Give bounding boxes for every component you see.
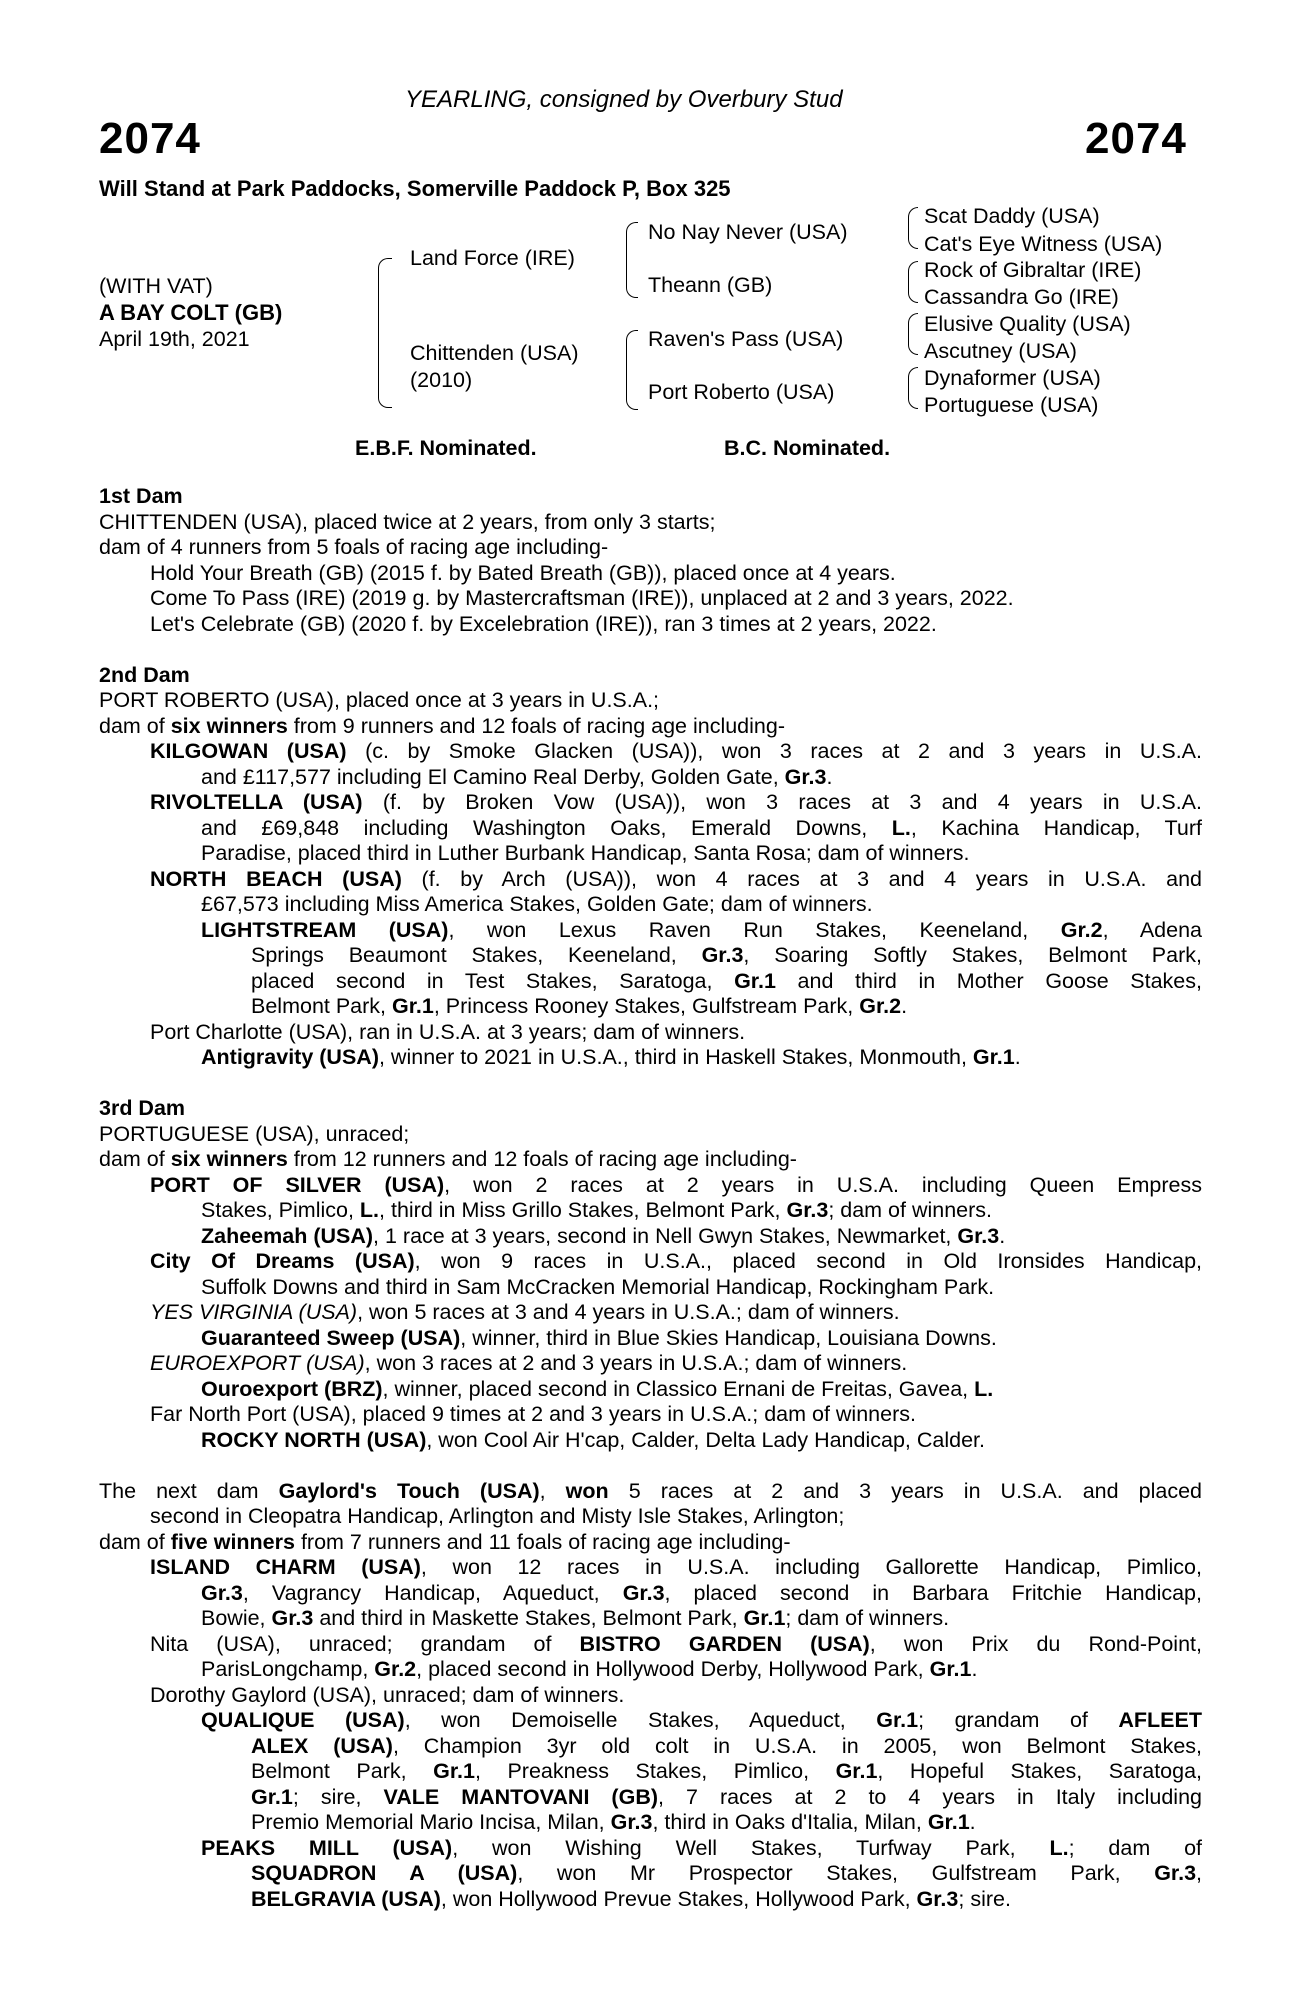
horse-name: A BAY COLT (GB) [99,300,283,325]
third-dam-grandproduce: Ouroexport (BRZ), winner, placed second in Classico Ernani de Freitas, Gavea, L. [201,1376,994,1401]
fourth-dam-grandproduce: QUALIQUE (USA), won Demoiselle Stakes, Aqueduct, Gr.1; grandam of AFLEET [201,1708,1202,1732]
third-dam-grandproduce: Zaheemah (USA), 1 race at 3 years, second in Nell Gwyn Stakes, Newmarket, Gr.3. [201,1223,1006,1248]
third-dam-grandproduce: Guaranteed Sweep (USA), winner, third in Blue Skies Handicap, Louisiana Downs. [201,1325,997,1350]
pedigree-dam-sire: Raven's Pass (USA) [648,327,844,351]
fourth-dam-produce: ISLAND CHARM (USA), won 12 races in U.S.A. including Gallorette Handicap, Pimlico, [150,1555,1202,1579]
pedigree-sire: Land Force (IRE) [410,246,575,270]
pedigree-brace-sire [626,222,638,298]
fourth-dam-grandproduce: PEAKS MILL (USA), won Wishing Well Stakes, Turfway Park, L.; dam of [201,1835,1202,1860]
second-dam-grandproduce: Springs Beaumont Stakes, Keeneland, Gr.3, Soaring Softly Stakes, Belmont Park, [251,943,1202,967]
consigned-by: YEARLING, consigned by Overbury Stud [405,86,843,113]
ebf-nomination: E.B.F. Nominated. [355,436,537,460]
pedigree-brace-ss [908,207,918,249]
second-dam-produce: KILGOWAN (USA) (c. by Smoke Glacken (USA)), won 3 races at 2 and 3 years in U.S.A. [150,739,1202,763]
pedigree-sire-dam: Theann (GB) [648,273,773,297]
fourth-dam-grandproduce: ALEX (USA), Champion 3yr old colt in U.S.A. in 2005, won Belmont Stakes, [251,1733,1202,1758]
pedigree-sss: Scat Daddy (USA) [924,204,1100,228]
fourth-dam-produce: Bowie, Gr.3 and third in Maskette Stakes, Belmont Park, Gr.1; dam of winners. [201,1606,950,1630]
fourth-dam-grandproduce: BELGRAVIA (USA), won Hollywood Prevue Stakes, Hollywood Park, Gr.3; sire. [251,1886,1011,1911]
pedigree-brace-main [378,258,392,408]
first-dam-line: CHITTENDEN (USA), placed twice at 2 years, from only 3 starts; [99,509,716,534]
fourth-dam-grandproduce: Gr.1; sire, VALE MANTOVANI (GB), 7 races at 2 to 4 years in Italy including [251,1784,1202,1809]
pedigree-dam-year: (2010) [410,368,473,392]
third-dam-produce: City Of Dreams (USA), won 9 races in U.S.A., placed second in Old Ironsides Handicap, [150,1249,1202,1273]
pedigree-sds: Rock of Gibraltar (IRE) [924,258,1142,282]
first-dam-heading: 1st Dam [99,484,183,508]
fourth-dam-produce: Dorothy Gaylord (USA), unraced; dam of winners. [150,1682,625,1707]
pedigree-brace-sd [908,261,918,303]
fourth-dam-grandproduce: Premio Memorial Mario Incisa, Milan, Gr.3, third in Oaks d'Italia, Milan, Gr.1. [251,1810,976,1834]
second-dam-grandproduce: placed second in Test Stakes, Saratoga, Gr.1 and third in Mother Goose Stakes, [251,968,1202,993]
pedigree-dam: Chittenden (USA) [410,341,579,365]
second-dam-produce: RIVOLTELLA (USA) (f. by Broken Vow (USA)), won 3 races at 3 and 4 years in U.S.A. [150,790,1202,814]
second-dam-produce: and £117,577 including El Camino Real Derby, Golden Gate, Gr.3. [201,764,833,789]
pedigree-sdd: Cassandra Go (IRE) [924,285,1119,309]
third-dam-line: PORTUGUESE (USA), unraced; [99,1121,410,1146]
pedigree-sire-sire: No Nay Never (USA) [648,220,848,244]
fourth-dam-line: The next dam Gaylord's Touch (USA), won 5 races at 2 and 3 years in U.S.A. and placed [99,1478,1202,1503]
pedigree-dss: Elusive Quality (USA) [924,312,1131,336]
vat-note: (WITH VAT) [99,274,213,298]
pedigree-ddd: Portuguese (USA) [924,393,1099,417]
pedigree-dam-dam: Port Roberto (USA) [648,380,835,404]
stand-location: Will Stand at Park Paddocks, Somerville Paddock P, Box 325 [99,176,731,201]
fourth-dam-produce: ParisLongchamp, Gr.2, placed second in Hollywood Derby, Hollywood Park, Gr.1. [201,1657,978,1681]
third-dam-produce: Suffolk Downs and third in Sam McCracken Memorial Handicap, Rockingham Park. [201,1274,995,1299]
fourth-dam-produce: Gr.3, Vagrancy Handicap, Aqueduct, Gr.3, placed second in Barbara Fritchie Handicap, [201,1580,1202,1605]
second-dam-line: dam of six winners from 9 runners and 12 foals of racing age including- [99,713,785,738]
fourth-dam-grandproduce: SQUADRON A (USA), won Mr Prospector Stakes, Gulfstream Park, Gr.3, [251,1861,1202,1885]
third-dam-produce: EUROEXPORT (USA), won 3 races at 2 and 3 years in U.S.A.; dam of winners. [150,1351,908,1375]
third-dam-produce: PORT OF SILVER (USA), won 2 races at 2 years in U.S.A. including Queen Empress [150,1172,1202,1197]
third-dam-produce: Stakes, Pimlico, L., third in Miss Grillo Stakes, Belmont Park, Gr.3; dam of winners. [201,1198,993,1222]
second-dam-grandproduce: Antigravity (USA), winner to 2021 in U.S.A., third in Haskell Stakes, Monmouth, Gr.1. [201,1045,1021,1069]
second-dam-produce: NORTH BEACH (USA) (f. by Arch (USA)), won 4 races at 3 and 4 years in U.S.A. and [150,866,1202,891]
pedigree-brace-ds [908,313,918,355]
pedigree-dds: Dynaformer (USA) [924,366,1101,390]
pedigree-ssd: Cat's Eye Witness (USA) [924,232,1163,256]
third-dam-line: dam of six winners from 12 runners and 12 foals of racing age including- [99,1147,797,1171]
fourth-dam-line: dam of five winners from 7 runners and 11 foals of racing age including- [99,1529,791,1554]
pedigree-brace-dam [626,330,638,410]
third-dam-produce: YES VIRGINIA (USA), won 5 races at 3 and 4 years in U.S.A.; dam of winners. [150,1300,900,1324]
lot-number-right: 2074 [1085,114,1187,163]
second-dam-produce: and £69,848 including Washington Oaks, Emerald Downs, L., Kachina Handicap, Turf [201,815,1202,840]
fourth-dam-produce: Nita (USA), unraced; grandam of BISTRO GARDEN (USA), won Prix du Rond-Point, [150,1631,1202,1656]
second-dam-heading: 2nd Dam [99,662,190,687]
bc-nomination: B.C. Nominated. [724,436,891,460]
horse-dob: April 19th, 2021 [99,327,250,351]
first-dam-foal: Let's Celebrate (GB) (2020 f. by Excelebration (IRE)), ran 3 times at 2 years, 2022. [150,611,937,636]
second-dam-grandproduce: LIGHTSTREAM (USA), won Lexus Raven Run Stakes, Keeneland, Gr.2, Adena [201,917,1202,942]
first-dam-foal: Come To Pass (IRE) (2019 g. by Mastercraftsman (IRE)), unplaced at 2 and 3 years, 2022. [150,586,1014,610]
lot-number-left: 2074 [99,114,201,163]
second-dam-produce: Port Charlotte (USA), ran in U.S.A. at 3 years; dam of winners. [150,1019,746,1044]
third-dam-grandproduce: ROCKY NORTH (USA), won Cool Air H'cap, Calder, Delta Lady Handicap, Calder. [201,1427,985,1452]
second-dam-produce: £67,573 including Miss America Stakes, Golden Gate; dam of winners. [201,892,873,916]
third-dam-produce: Far North Port (USA), placed 9 times at 2 and 3 years in U.S.A.; dam of winners. [150,1402,916,1426]
fourth-dam-line: second in Cleopatra Handicap, Arlington and Misty Isle Stakes, Arlington; [150,1504,845,1528]
pedigree-dsd: Ascutney (USA) [924,339,1077,363]
fourth-dam-grandproduce: Belmont Park, Gr.1, Preakness Stakes, Pimlico, Gr.1, Hopeful Stakes, Saratoga, [251,1759,1202,1783]
first-dam-line: dam of 4 runners from 5 foals of racing age including- [99,535,609,559]
second-dam-produce: Paradise, placed third in Luther Burbank Handicap, Santa Rosa; dam of winners. [201,841,970,865]
pedigree-brace-dd [908,367,918,409]
second-dam-grandproduce: Belmont Park, Gr.1, Princess Rooney Stakes, Gulfstream Park, Gr.2. [251,994,908,1018]
first-dam-foal: Hold Your Breath (GB) (2015 f. by Bated Breath (GB)), placed once at 4 years. [150,560,896,585]
second-dam-line: PORT ROBERTO (USA), placed once at 3 years in U.S.A.; [99,688,660,712]
third-dam-heading: 3rd Dam [99,1096,186,1120]
catalogue-body [99,484,1202,1912]
